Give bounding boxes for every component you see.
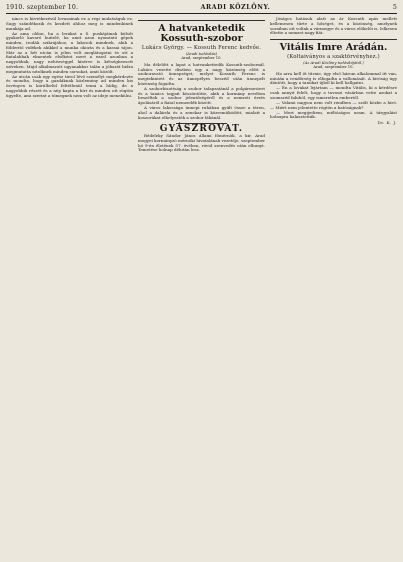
article-note: (Aradi tudósítás)	[185, 52, 218, 56]
column-left	[6, 17, 133, 562]
paper-title: ARADI KÖZLÖNY.	[200, 4, 271, 11]
article-paragraph: Ma délelőtt a lapot a hatvankettedik Kossuth-szobornál. Lukács vezette díszben egy a nagy közönség előtt a szoboravató ünnepséget, melyet Kossuth Ferenc is megtekintett és az ünnepélyes beszéd után ünnepelt közönség fogadta.	[138, 61, 265, 86]
column-right	[270, 17, 397, 562]
article-paragraph: Jóságos hatásuk alatt az ár Kossuth apás mellett kellemesen tűrte a hőséget, és a közönség, amelynek soraiban ott voltak a vármegye és a város előkelői is, lelkesen éltette a nemzet nagy fiát.	[270, 17, 397, 36]
article-subhead: Lukács György. — Kossuth Ferenc kedvőe.	[141, 45, 262, 51]
article-dateline: Arad, szeptember 10.	[313, 65, 354, 70]
article-paragraph: nincs is következésül lovasainak ez a regi mulatságuk ez. Sugy szándékozik és kezdett ahhoz meg is mindenkinek munkája ad.	[6, 17, 133, 31]
section-title: GYÁSZROVAT.	[159, 124, 244, 135]
article-note: (Az Aradi Közlöny tudósítójától.)	[303, 61, 364, 65]
divider	[270, 39, 397, 40]
article-dateline: Arad, szeptember 10.	[181, 56, 222, 61]
article-headline: Vitális Imre Arádán.	[279, 42, 388, 53]
article-paragraph: — Valami nagyon nem volt rendben — szólt közbe a bíró. — Miért nem jelentette rögtön a hatóságnak?	[270, 99, 397, 110]
obituary-paragraph: Rédeleky Sándor János állami főmérnök, a kir. Arad megyei kormányzó mérnöki hivatalának vezetője, szeptember hó 9-én életének 57. évében, rövid szenvedés után elhunyt. Temetése holnap délután lesz.	[138, 133, 265, 153]
masthead	[6, 4, 397, 14]
article-subhead: (Koltaiványos a szaktörvényhez.)	[287, 54, 380, 60]
columns	[6, 17, 397, 562]
article-paragraph: Az ama oldon, ha a lerakat a S. puskájáinak külsőt gyakorló kavaró huitelé, ha amit azon nyomtató gépek minden, irodák szikrájához, a lakosok mindnek, akik a földerítő vidékek akikkel a munka okozta és a kassai tájon. Már az a hét utcán is jelen volt meglátogatni és ott a fiatalabbak elmentek elsőként mert a ezzel azonban a nagyobbak, nagy nehézséggel kísérve is kétségbeesett szíveken. Majd alkalmazott ugyanakkor talán a jóbarát hidra megmutatta nézőknek minden sorsukat, amit közölt.	[6, 30, 133, 74]
article-paragraph: A város lakossága ünnepi ruhában gyűlt össze a téren, ahol a dalárda és a zenekar is közreműködött, mialatt a koszorúkat elhelyezték a szobor lábánál.	[138, 105, 265, 120]
article-headline: A hatvanketedik Kossuth-szobor	[158, 23, 245, 44]
article-paragraph: — Én a lovakat lejártam — mondta Vitális, ki a kérdésre csak annyit felelt, hogy a tavaszi vásárban vette azokat a szomszéd faluból, egy ismeretlen embertől.	[270, 85, 397, 100]
article-paragraph: Ha arra kell őt tűrnie, úgy első három alkalommal itt van, miután a rendőrség is elfogadta a vallomását. A bíróság úgy döntött, hogy a tanúkat újból ki kell hallgatni.	[270, 70, 397, 86]
page-number: 5	[392, 4, 397, 11]
divider	[138, 20, 265, 21]
article-paragraph: Az utcán csak egy egész távol lévő személyt megkérdezte és mondta, hogy a gazdáknak közlemény ad minden kis ösvényen is körülbelül feltétlenül tenni a hídig, de a nagyobbik részét és a nép kapta a hírt és minden ott rögtön ügyelte, ami szerint a tömegnek nem volt az ideje menekülni.	[6, 73, 133, 98]
article-paragraph: A szoborbizottság a szobor talapzatánál a polgármestert és a tanács tagjait köszöntötte, akik a kormány nevében beszéltek a szobor jelentőségéről és a nemzeti érzés ápolásáról a fiatal nemzedék között.	[138, 85, 265, 106]
issue-date: 1910. szeptember 10.	[6, 4, 79, 11]
article-paragraph: — Mert megijedtem, méltóságos uram. A tárgyalást holnapra halasztották.	[270, 109, 397, 120]
article-byline: Dr. K. J.	[377, 120, 397, 126]
column-middle	[138, 17, 265, 562]
